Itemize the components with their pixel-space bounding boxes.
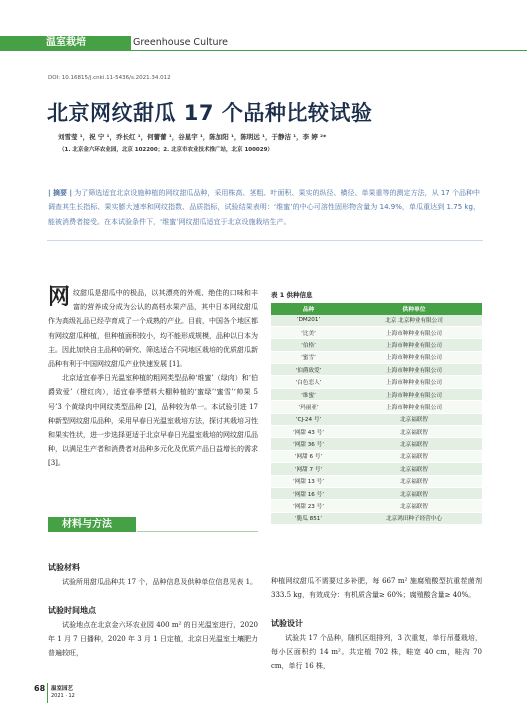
table-cell-supplier: 北京福联智 <box>346 463 482 475</box>
table-cell-variety: ‘蜜雪’ <box>271 351 346 363</box>
column-banner <box>0 36 131 50</box>
materials-heading: 试验材料 <box>48 563 80 572</box>
intro-paragraph-2: 北京适宜春季日光温室种植的粗网类型品种‘维蜜’（绿肉）和‘伯爵致爱’（橙红肉），适宜春季塑料大棚种植的‘蜜绿’‘蜜雪’‘帅果 5 号’3 个黄绿肉中网纹类型品种 [2]，品种较为单一。本试验引进 17 种新型网纹甜瓜品种，采用早春日光温室栽培方法，探讨其栽培习性和果实性状，进一步选择更适于北京早春日光温室栽培的网纹甜瓜品种，以满足生产者和消费者对品种多元化及优质产品日益增长的需求 [3]。 <box>48 374 258 468</box>
table-row <box>271 339 482 351</box>
table-row <box>271 475 482 487</box>
table-cell-supplier: 北京福联智 <box>346 450 482 462</box>
table-row <box>271 364 482 376</box>
table-cell-variety: ‘CJ-24 号’ <box>271 413 346 425</box>
article-title: 北京网纹甜瓜 17 个品种比较试验 <box>47 101 373 125</box>
table-cell-supplier: 上海市种种业有限公司 <box>346 364 482 376</box>
table-cell-variety: ‘玛丽亚’ <box>271 401 346 413</box>
doi: DOI: 10.16815/j.cnki.11-5436/s.2021.34.012 <box>48 75 171 81</box>
table-cell-supplier: 上海市种种业有限公司 <box>346 326 482 338</box>
table-cell-variety: ‘网甜 36 号’ <box>271 438 346 450</box>
table-cell-variety: ‘DM201’ <box>271 315 346 327</box>
section-title: 材料与方法 <box>62 519 112 530</box>
table-cell-supplier: 北京 北京种业有限公司 <box>346 315 482 327</box>
page-number: 68 <box>34 684 46 693</box>
table-cell-variety: ‘网甜 16 号’ <box>271 487 346 499</box>
variety-table <box>271 303 482 525</box>
location-text: 试验地点在北京金六环农业园 400 m² 的日光温室进行，2020 年 1 月 7 日播种，2020 年 3 月 1 日定植，北京日光温室土壤肥力普遍较旺， <box>48 621 258 658</box>
authors: 刘雪莹 ¹，祝 宁 ¹，乔长红 ¹，何蕾蕾 ¹，谷星宇 ¹，陈加阳 ¹，陈明远 ¹，于静洁 ¹，李 婷 ²* <box>58 133 327 141</box>
materials-text: 试验所用甜瓜品种共 17 个，品种信息及供种单位信息见表 1。 <box>62 578 258 586</box>
table-cell-supplier: 上海市种种业有限公司 <box>346 339 482 351</box>
table-row <box>271 463 482 475</box>
section-rule <box>137 531 258 532</box>
journal-issue: 2021 · 12 <box>51 693 75 699</box>
table-cell-variety: ‘脆瓜 851’ <box>271 512 346 524</box>
footer-rule <box>47 683 48 703</box>
table-cell-supplier: 上海市种种业有限公司 <box>346 401 482 413</box>
table-cell-variety: ‘网甜 23 号’ <box>271 500 346 512</box>
table-row <box>271 512 482 524</box>
column-title-cn: 温室栽培 <box>46 37 86 48</box>
table-row <box>271 315 482 327</box>
abstract-label: | 摘要 | <box>48 189 73 197</box>
design-text: 试验共 17 个品种，随机区组排列，3 次重复，单行吊蔓栽培，每小区面积约 14 m²。共定植 702 株，畦宽 40 cm，畦沟 70 cm，单行 16 株， <box>271 634 482 671</box>
journal-name: 温室园艺 <box>51 686 74 692</box>
table-header-supplier: 供种单位 <box>346 303 482 315</box>
table-row <box>271 376 482 388</box>
table-cell-variety: ‘网甜 13 号’ <box>271 475 346 487</box>
header-rule <box>0 50 527 51</box>
table-row <box>271 413 482 425</box>
table-cell-variety: ‘伯格’ <box>271 339 346 351</box>
table-cell-supplier: 上海市种种业有限公司 <box>346 388 482 400</box>
fertilizer-text: 种植网纹甜瓜不需要过多补肥，每 667 m² 施腐殖酸型抗重茬菌剂 333.5 kg，有效成分：有机质含量≥ 60%；腐殖酸含量≥ 40%。 <box>271 577 482 600</box>
section-heading <box>48 517 136 532</box>
table-row <box>271 401 482 413</box>
table-row <box>271 326 482 338</box>
affiliation: （1. 北京金六环农业园，北京 102200；2. 北京市农业技术推广站，北京 100029） <box>59 147 273 153</box>
abstract-text: 为了筛选适宜北京设施种植的网纹甜瓜品种，采用株高、茎粗、叶面积、果实的纵径、横径、单果重等的测定方法，从 17 个品种中调查其生长指标、果实膨大速率和网纹指数、品质指标，试验结果表明：‘维蜜’的中心可溶性固形物含量为 14.9%，单瓜重达到 1.75 kg，能被消费者接受。在本试验条件下，‘维蜜’网纹甜瓜适宜于北京设施栽培生产。 <box>48 189 480 226</box>
abstract-rule <box>47 240 483 241</box>
table-row <box>271 351 482 363</box>
table-header-variety: 品种 <box>271 303 346 315</box>
table-row <box>271 388 482 400</box>
table-row <box>271 500 482 512</box>
table-cell-variety: ‘比美’ <box>271 326 346 338</box>
introduction <box>48 286 258 471</box>
table-cell-variety: ‘网甜 6 号’ <box>271 450 346 462</box>
table-cell-supplier: 上海市种种业有限公司 <box>346 376 482 388</box>
table-cell-supplier: 北京福联智 <box>346 487 482 499</box>
abstract <box>48 186 480 229</box>
table-cell-variety: ‘白色恋人’ <box>271 376 346 388</box>
table-cell-supplier: 北京福联智 <box>346 426 482 438</box>
table-cell-supplier: 北京福联智 <box>346 413 482 425</box>
table-cell-variety: ‘维蜜’ <box>271 388 346 400</box>
table-cell-supplier: 北京鸿田种子经营中心 <box>346 512 482 524</box>
table-row <box>271 487 482 499</box>
column-title-en: Greenhouse Culture <box>133 37 229 48</box>
table-row <box>271 426 482 438</box>
table-cell-variety: ‘网甜 7 号’ <box>271 463 346 475</box>
table-cell-variety: ‘网甜 43 号’ <box>271 426 346 438</box>
intro-paragraph-1: 纹甜瓜是甜瓜中的极品，以其漂亮的外观、绝佳的口味和丰富的营养成分成为公认的高档水果产品，其中日本网纹甜瓜作为高级礼品已经孕育成了一个成熟的产业。目前，中国各个地区都有网纹甜瓜种植，但种植面积较小，均不能形成规模，品种以日本为主。因此加快自主品种的研究、筛选适合不同地区栽培的优质甜瓜新品种有利于中国网纹甜瓜产业快速发展 [1]。 <box>48 289 258 369</box>
location-heading: 试验时间地点 <box>48 606 96 615</box>
design-heading: 试验设计 <box>271 619 303 628</box>
table-cell-supplier: 北京福联智 <box>346 475 482 487</box>
drop-cap: 网 <box>48 285 71 310</box>
table-caption: 表 1 供种信息 <box>271 291 313 299</box>
table-cell-supplier: 上海市种种业有限公司 <box>346 351 482 363</box>
table-header-row <box>271 303 482 315</box>
table-row <box>271 438 482 450</box>
table-row <box>271 450 482 462</box>
table-cell-supplier: 北京福联智 <box>346 500 482 512</box>
table-cell-supplier: 北京福联智 <box>346 438 482 450</box>
table-cell-variety: ‘伯爵致爱’ <box>271 364 346 376</box>
